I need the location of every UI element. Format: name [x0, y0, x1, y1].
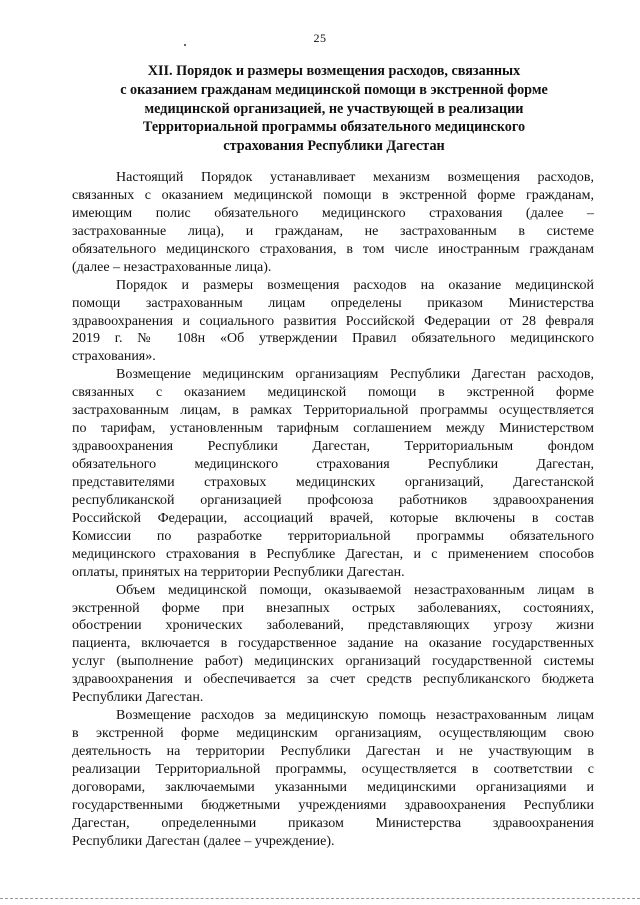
text-line: Комиссии по разработке территориальной программы обязательного [72, 528, 594, 544]
heading-line: медицинской организацией, не участвующей в реализации [144, 100, 524, 117]
text-line: обязательного медицинского страхования Республики Дагестан, [72, 457, 594, 472]
text-line: застрахованные лица), и гражданам, не застрахованным в системе [72, 223, 594, 239]
heading-line: с оказанием гражданам медицинской помощи в экстренной форме [120, 81, 548, 98]
paragraph [72, 582, 594, 708]
text-line: обязательного медицинского страхования, в том числе иностранным гражданам [72, 241, 594, 257]
text-line: Дагестан, определенными приказом Министерства здравоохранения [72, 815, 594, 831]
text-line: пациента, включается в государственное задание на оказание государственных [72, 636, 594, 652]
text-line: Возмещение медицинским организациям Республики Дагестан расходов, [116, 367, 594, 383]
text-line: страхования». [72, 349, 156, 365]
section-heading [60, 62, 608, 156]
heading-line: Территориальной программы обязательного медицинского [142, 119, 526, 136]
text-line: услуг (выполнение работ) медицинских организаций государственной системы [72, 654, 594, 670]
text-line: Республики Дагестан. [72, 690, 204, 706]
text-line: обострении хронических заболеваний, представляющих угрозу жизни [72, 618, 594, 634]
scan-speck [184, 44, 186, 46]
text-line: республиканской организацией профсоюза работников здравоохранения [72, 492, 594, 508]
text-line: связанных с оказанием медицинской помощи в экстренной форме [72, 385, 594, 401]
text-line: связанных с оказанием медицинской помощи в экстренной форме гражданам, [72, 187, 594, 203]
text-line: по тарифам, установленным тарифным соглашением между Министерством [72, 421, 594, 437]
paragraph [72, 277, 594, 367]
heading-line: страхования Республики Дагестан [223, 138, 445, 155]
text-line: 2019 г. № 108н «Об утверждении Правил обязательного медицинского [72, 331, 594, 347]
text-line: (далее – незастрахованные лица). [72, 259, 272, 275]
text-line: реализации Территориальной программы, осуществляется в соответствии с [72, 761, 594, 777]
text-line: здравоохранения и обеспечивается за счет средств республиканского бюджета [72, 672, 594, 688]
text-line: Республики Дагестан (далее – учреждение). [72, 833, 335, 849]
paragraph [72, 366, 594, 581]
paragraph [72, 707, 594, 851]
text-line: Настоящий Порядок устанавливает механизм возмещения расходов, [116, 170, 594, 185]
text-line: застрахованным лицам, в рамках Территориальной программы осуществляется [72, 403, 594, 419]
text-line: Объем медицинской помощи, оказываемой незастрахованным лицам в [116, 582, 594, 598]
text-line: здравоохранения Республики Дагестан, Территориальным фондом [72, 439, 594, 455]
heading-line: XII. Порядок и размеры возмещения расходов, связанных [147, 63, 521, 79]
scan-edge [0, 898, 640, 899]
text-line: Российской Федерации, ассоциаций врачей, которые включены в состав [72, 510, 594, 526]
text-line: медицинского страхования в Республике Дагестан, и с применением способов [72, 546, 594, 562]
text-line: договорами, заключаемыми указанными медицинскими организациями и [72, 779, 594, 795]
text-line: Порядок и размеры возмещения расходов на оказание медицинской [116, 277, 594, 293]
text-line: деятельность на территории Республики Дагестан и не участвующим в [72, 744, 594, 759]
text-line: помощи застрахованным лицам определены приказом Министерства [72, 295, 594, 311]
text-line: Возмещение расходов за медицинскую помощь незастрахованным лицам [116, 708, 594, 724]
text-line: оплаты, принятых на территории Республики Дагестан. [72, 564, 405, 580]
paragraph [72, 169, 594, 277]
text-line: здравоохранения и социального развития Российской Федерации от 28 февраля [72, 313, 594, 329]
text-line: в экстренной форме медицинским организациям, осуществляющим свою [72, 726, 594, 742]
text-line: экстренной форме при внезапных острых заболеваниях, состояниях, [72, 600, 594, 616]
body-text [72, 169, 594, 851]
page-number: 25 [313, 31, 327, 45]
text-line: имеющим полис обязательного медицинского страхования (далее – [72, 205, 594, 221]
text-line: представителями страховых медицинских организаций, Дагестанской [72, 474, 594, 490]
text-line: государственными бюджетными учреждениями здравоохранения Республики [72, 797, 594, 813]
